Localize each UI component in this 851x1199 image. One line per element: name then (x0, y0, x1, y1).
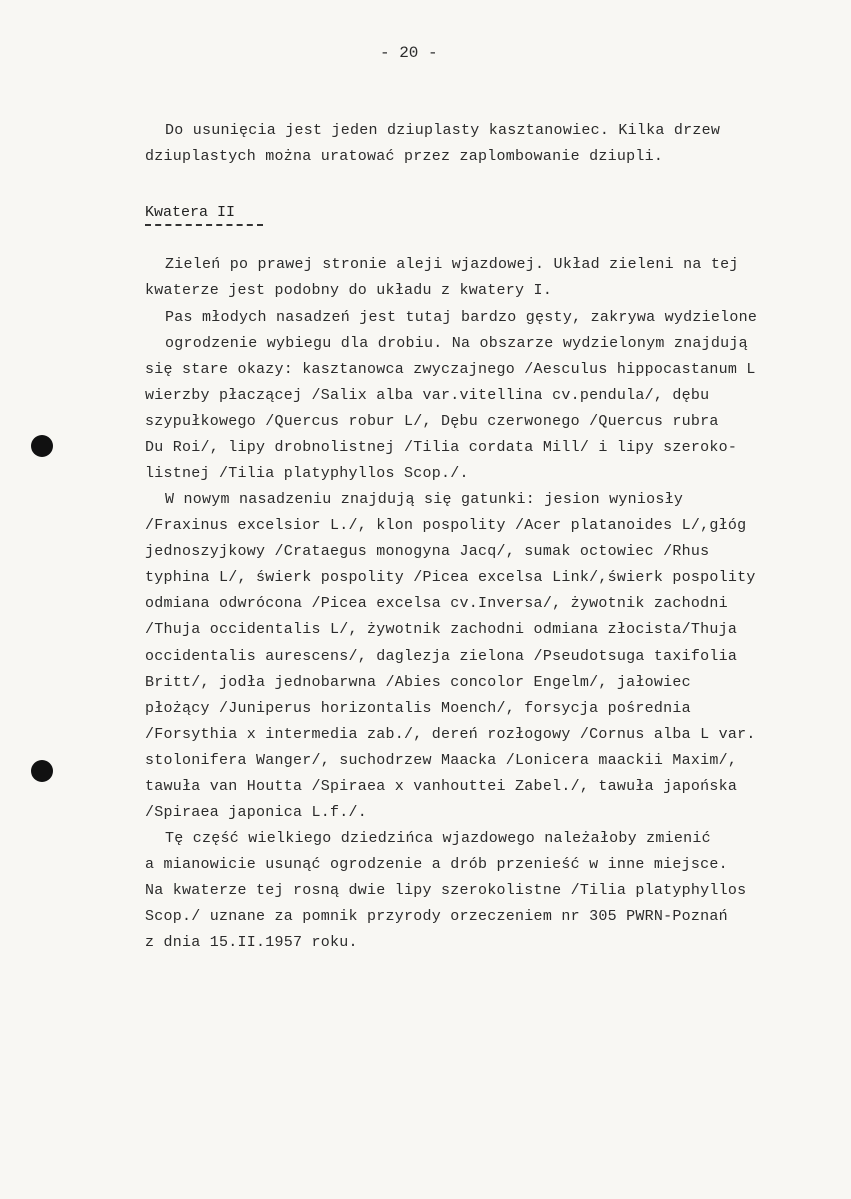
body-line-17: Britt/, jodła jednobarwna /Abies concolor Engelm/, jałowiec (145, 674, 691, 691)
intro-line-2: dziuplastych można uratować przez zaplombowanie dziupli. (145, 148, 664, 165)
body-line-7: szypułkowego /Quercus robur L/, Dębu czerwonego /Quercus rubra (145, 413, 719, 430)
intro-line-1: Do usunięcia jest jeden dziuplasty kasztanowiec. Kilka drzew (165, 122, 721, 139)
body-line-5: się stare okazy: kasztanowca zwyczajnego /Aesculus hippocastanum L (145, 361, 756, 378)
body-line-3: Pas młodych nasadzeń jest tutaj bardzo gęsty, zakrywa wydzielone (165, 309, 758, 326)
body-line-13: typhina L/, świerk pospolity /Picea excelsa Link/,świerk pospolity (145, 569, 756, 586)
body-line-25: Na kwaterze tej rosną dwie lipy szerokolistne /Tilia platyphyllos (145, 882, 747, 899)
body-line-14: odmiana odwrócona /Picea excelsa cv.Inversa/, żywotnik zachodni (145, 595, 728, 612)
body-line-20: stolonifera Wanger/, suchodrzew Maacka /Lonicera maackii Maxim/, (145, 752, 738, 769)
page-number: - 20 - (380, 44, 438, 62)
body-line-8: Du Roi/, lipy drobnolistnej /Tilia cordata Mill/ i lipy szeroko- (145, 439, 738, 456)
body-line-23: Tę część wielkiego dziedzińca wjazdowego należałoby zmienić (165, 830, 711, 847)
body-line-9: listnej /Tilia platyphyllos Scop./. (145, 465, 469, 482)
body-line-24: a mianowicie usunąć ogrodzenie a drób przenieść w inne miejsce. (145, 856, 728, 873)
heading-underline (145, 224, 263, 226)
body-line-2: kwaterze jest podobny do układu z kwatery I. (145, 282, 553, 299)
body-line-26: Scop./ uznane za pomnik przyrody orzeczeniem nr 305 PWRN-Poznań (145, 908, 728, 925)
body-line-16: occidentalis aurescens/, daglezja zielona /Pseudotsuga taxifolia (145, 648, 738, 665)
body-line-4: ogrodzenie wybiegu dla drobiu. Na obszarze wydzielonym znajdują (165, 335, 748, 352)
body-line-22: /Spiraea japonica L.f./. (145, 804, 368, 821)
punch-hole-upper (31, 435, 53, 457)
body-line-11: /Fraxinus excelsior L./, klon pospolity /Acer platanoides L/,głóg (145, 517, 747, 534)
section-heading: Kwatera II (145, 204, 236, 221)
punch-hole-lower (31, 760, 53, 782)
body-line-15: /Thuja occidentalis L/, żywotnik zachodni odmiana złocista/Thuja (145, 621, 738, 638)
body-line-19: /Forsythia x intermedia zab./, dereń rozłogowy /Cornus alba L var. (145, 726, 756, 743)
body-line-27: z dnia 15.II.1957 roku. (145, 934, 358, 951)
body-line-6: wierzby płaczącej /Salix alba var.vitellina cv.pendula/, dębu (145, 387, 710, 404)
body-line-21: tawuła van Houtta /Spiraea x vanhouttei Zabel./, tawuła japońska (145, 778, 738, 795)
body-line-12: jednoszyjkowy /Crataegus monogyna Jacq/, sumak octowiec /Rhus (145, 543, 710, 560)
body-line-10: W nowym nasadzeniu znajdują się gatunki: jesion wyniosły (165, 491, 684, 508)
body-line-1: Zieleń po prawej stronie aleji wjazdowej. Układ zieleni na tej (165, 256, 739, 273)
body-line-18: płożący /Juniperus horizontalis Moench/, forsycja pośrednia (145, 700, 691, 717)
